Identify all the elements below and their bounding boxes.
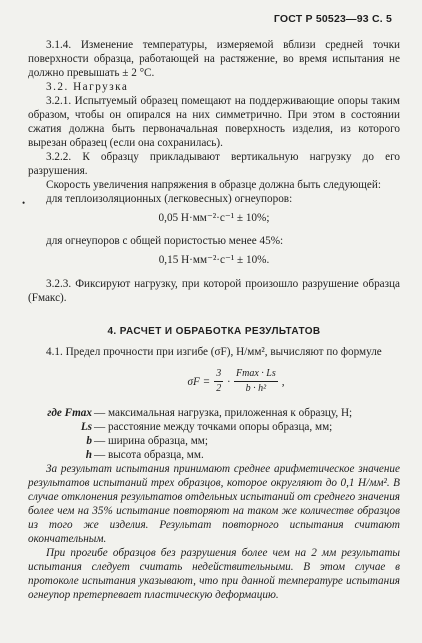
definition-row bbox=[28, 420, 400, 434]
strength-formula bbox=[72, 368, 400, 395]
definition-symbol: b bbox=[86, 435, 92, 447]
formula-dense: 0,15 Н·мм⁻²·с⁻¹ ± 10%. bbox=[158, 254, 270, 266]
coef-fraction bbox=[214, 368, 223, 395]
formula-lhs: σF = bbox=[187, 375, 211, 388]
definition-text: — расстояние между точками опоры образца, мм; bbox=[94, 421, 333, 433]
definition-text: — ширина образца, мм; bbox=[94, 435, 208, 447]
definition-symbol: где Fmax bbox=[47, 407, 92, 419]
definition-symbol: h bbox=[85, 449, 92, 461]
definition-symbol: Ls bbox=[80, 421, 92, 433]
heading-3-2: 3.2. Нагрузка bbox=[46, 81, 129, 93]
coef-numerator: 3 bbox=[214, 368, 223, 382]
paragraph-3-2-2: 3.2.2. К образцу прикладывают вертикальную нагрузку до его разрушения. bbox=[28, 151, 400, 177]
paragraph-3-2-1: 3.2.1. Испытуемый образец помещают на поддерживающие опоры таким образом, чтобы он опирался на них симметрично. При этом в состоянии сжатия должна быть первоначальная поверхность изделия, из которого вырезан образец (если она сохранилась). bbox=[28, 95, 400, 149]
main-denominator: b · h² bbox=[245, 383, 267, 394]
paragraph-4-1: 4.1. Предел прочности при изгибе (σF), Н/мм², вычисляют по формуле bbox=[46, 346, 382, 358]
definition-row bbox=[28, 434, 400, 448]
coef-denominator: 2 bbox=[216, 383, 222, 394]
formula-light: 0,05 Н·мм⁻²·с⁻¹ ± 10%; bbox=[158, 212, 270, 224]
section-4-title: 4. РАСЧЕТ И ОБРАБОТКА РЕЗУЛЬТАТОВ bbox=[107, 326, 321, 337]
formula-dot: · bbox=[227, 375, 230, 388]
main-fraction bbox=[234, 368, 278, 395]
definition-row bbox=[28, 406, 400, 420]
paragraph-light: для теплоизоляционных (легковесных) огнеупоров: bbox=[46, 193, 293, 205]
paragraph-rate: Скорость увеличения напряжения в образце должна быть следующей: bbox=[46, 179, 381, 191]
definition-text: — максимальная нагрузка, приложенная к образцу, Н; bbox=[94, 407, 353, 419]
paragraph-bend: При прогибе образцов без разрушения более чем на 2 мм результаты испытания следует считать недействительными. В этом случае в протоколе испытания указывают, что при данной температуре испытания огнеупор претерпевает пластическую деформацию. bbox=[28, 547, 400, 601]
definition-text: — высота образца, мм. bbox=[94, 449, 204, 461]
paragraph-3-2-3: 3.2.3. Фиксируют нагрузку, при которой произошло разрушение образца (Fмакс). bbox=[28, 278, 400, 304]
definition-row bbox=[28, 448, 400, 462]
main-numerator: Fmax · Ls bbox=[234, 368, 278, 382]
margin-dot: • bbox=[22, 198, 26, 208]
paragraph-dense: для огнеупоров с общей пористостью менее 45%: bbox=[46, 235, 284, 247]
formula-end: , bbox=[281, 375, 285, 388]
page-header: ГОСТ Р 50523—93 С. 5 bbox=[273, 13, 392, 25]
paragraph-result: За результат испытания принимают среднее арифметическое значение результатов испытаний трех образцов, которое округляют до 0,1 Н/мм². В случае отклонения результатов отдельных испытаний от среднего значения более чем на 35% испытание повторяют на таком же количестве образцов из того же изделия. Результат повторного испытания считают окончательным. bbox=[28, 463, 400, 545]
definitions-list bbox=[28, 406, 400, 462]
document-body bbox=[28, 38, 400, 602]
paragraph-3-1-4: 3.1.4. Изменение температуры, измеряемой вблизи средней точки поверхности образца, работающей на растяжение, во время испытания не должно превышать ± 2 °С. bbox=[28, 39, 400, 79]
